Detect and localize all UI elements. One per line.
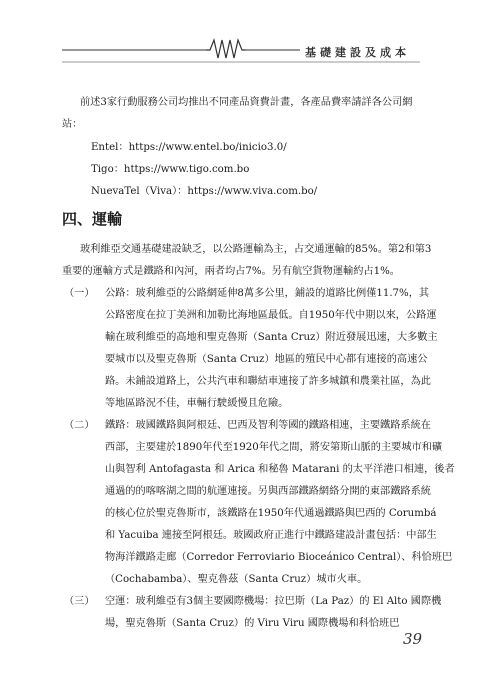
link-entel[interactable]: Entel：https://www.entel.bo/inicio3.0/ [91,142,287,153]
item2-line-2: 西部，主要建於1890年代至1920年代之間，將安第斯山脈的主要城市和礦 [105,442,443,453]
item-label-3: （三） [64,596,95,607]
item2-line-4: 通過的的喀喀湖之間的航運連接。另與西部鐵路網絡分開的東部鐵路系統 [105,486,431,497]
item2-line-5: 的核心位於聖克魯斯市，該鐵路在1950年代通過鐵路與巴西的 Corumbá [105,508,437,519]
item1-line-6: 等地區路況不佳，車輛行駛緩慢且危險。 [105,398,289,409]
item1-line-4: 要城市以及聖克魯斯（Santa Cruz）地區的殖民中心都有連接的高速公 [105,354,428,365]
link-tigo[interactable]: Tigo：https://www.tigo.com.bo [91,164,250,175]
item-label-2: （二） [64,420,95,431]
item2-line-7: 物海洋鐵路走廊（Corredor Ferroviario Bioceánico Central）、科恰班巴 [105,552,453,563]
item3-line-2: 場，聖克魯斯（Santa Cruz）的 Viru Viru 國際機場和科恰班巴 [105,618,400,629]
section-title: 基礎建設及成本 [305,46,410,59]
item2-line-3: 山與智利 Antofagasta 和 Arica 和秘魯 Matarani 的太平洋港口相連，後者 [105,464,455,475]
item2-line-1: 鐵路：玻國鐵路與阿根廷、巴西及智利等國的鐵路相連，主要鐵路系統在 [105,420,431,431]
page-header [0,34,480,64]
item-label-1: （一） [64,288,95,299]
page-number: 39 [403,630,423,648]
item1-line-1: 公路：玻利維亞的公路網延伸8萬多公里，鋪設的道路比例僅11.7%，其 [105,288,430,299]
section-intro-line-2: 重要的運輸方式是鐵路和內河，兩者均占7%。另有航空貨物運輸約占1%。 [62,266,400,277]
item2-line-8: （Cochabamba）、聖克魯茲（Santa Cruz）城市火車。 [105,574,368,585]
item1-line-3: 輸在玻利維亞的高地和聖克魯斯（Santa Cruz）附近發展迅速，大多數主 [105,332,438,343]
item2-line-6: 和 Yacuiba 連接至阿根廷。玻國政府正進行中鐵路建設計畫包括：中部生 [105,530,437,541]
section-heading: 四、運輸 [62,210,123,228]
intro-line-1: 前述3家行動服務公司均推出不同產品資費計畫，各產品費率請詳各公司網 [80,97,413,108]
item3-line-1: 空運：玻利維亞有3個主要國際機場：拉巴斯（La Paz）的 El Alto 國際機 [105,596,442,607]
link-viva[interactable]: NuevaTel（Viva）：https://www.viva.com.bo/ [91,186,318,197]
item1-line-5: 路。未鋪設道路上，公共汽車和聯結車連接了許多城鎮和農業社區，為此 [105,376,431,387]
section-intro-line-1: 玻利維亞交通基礎建設缺乏，以公路運輸為主，占交通運輸的85%。第2和第3 [80,244,432,255]
intro-line-2: 站： [62,119,83,130]
item1-line-2: 公路密度在拉丁美洲和加勒比海地區最低。自1950年代中期以來，公路運 [105,310,437,321]
